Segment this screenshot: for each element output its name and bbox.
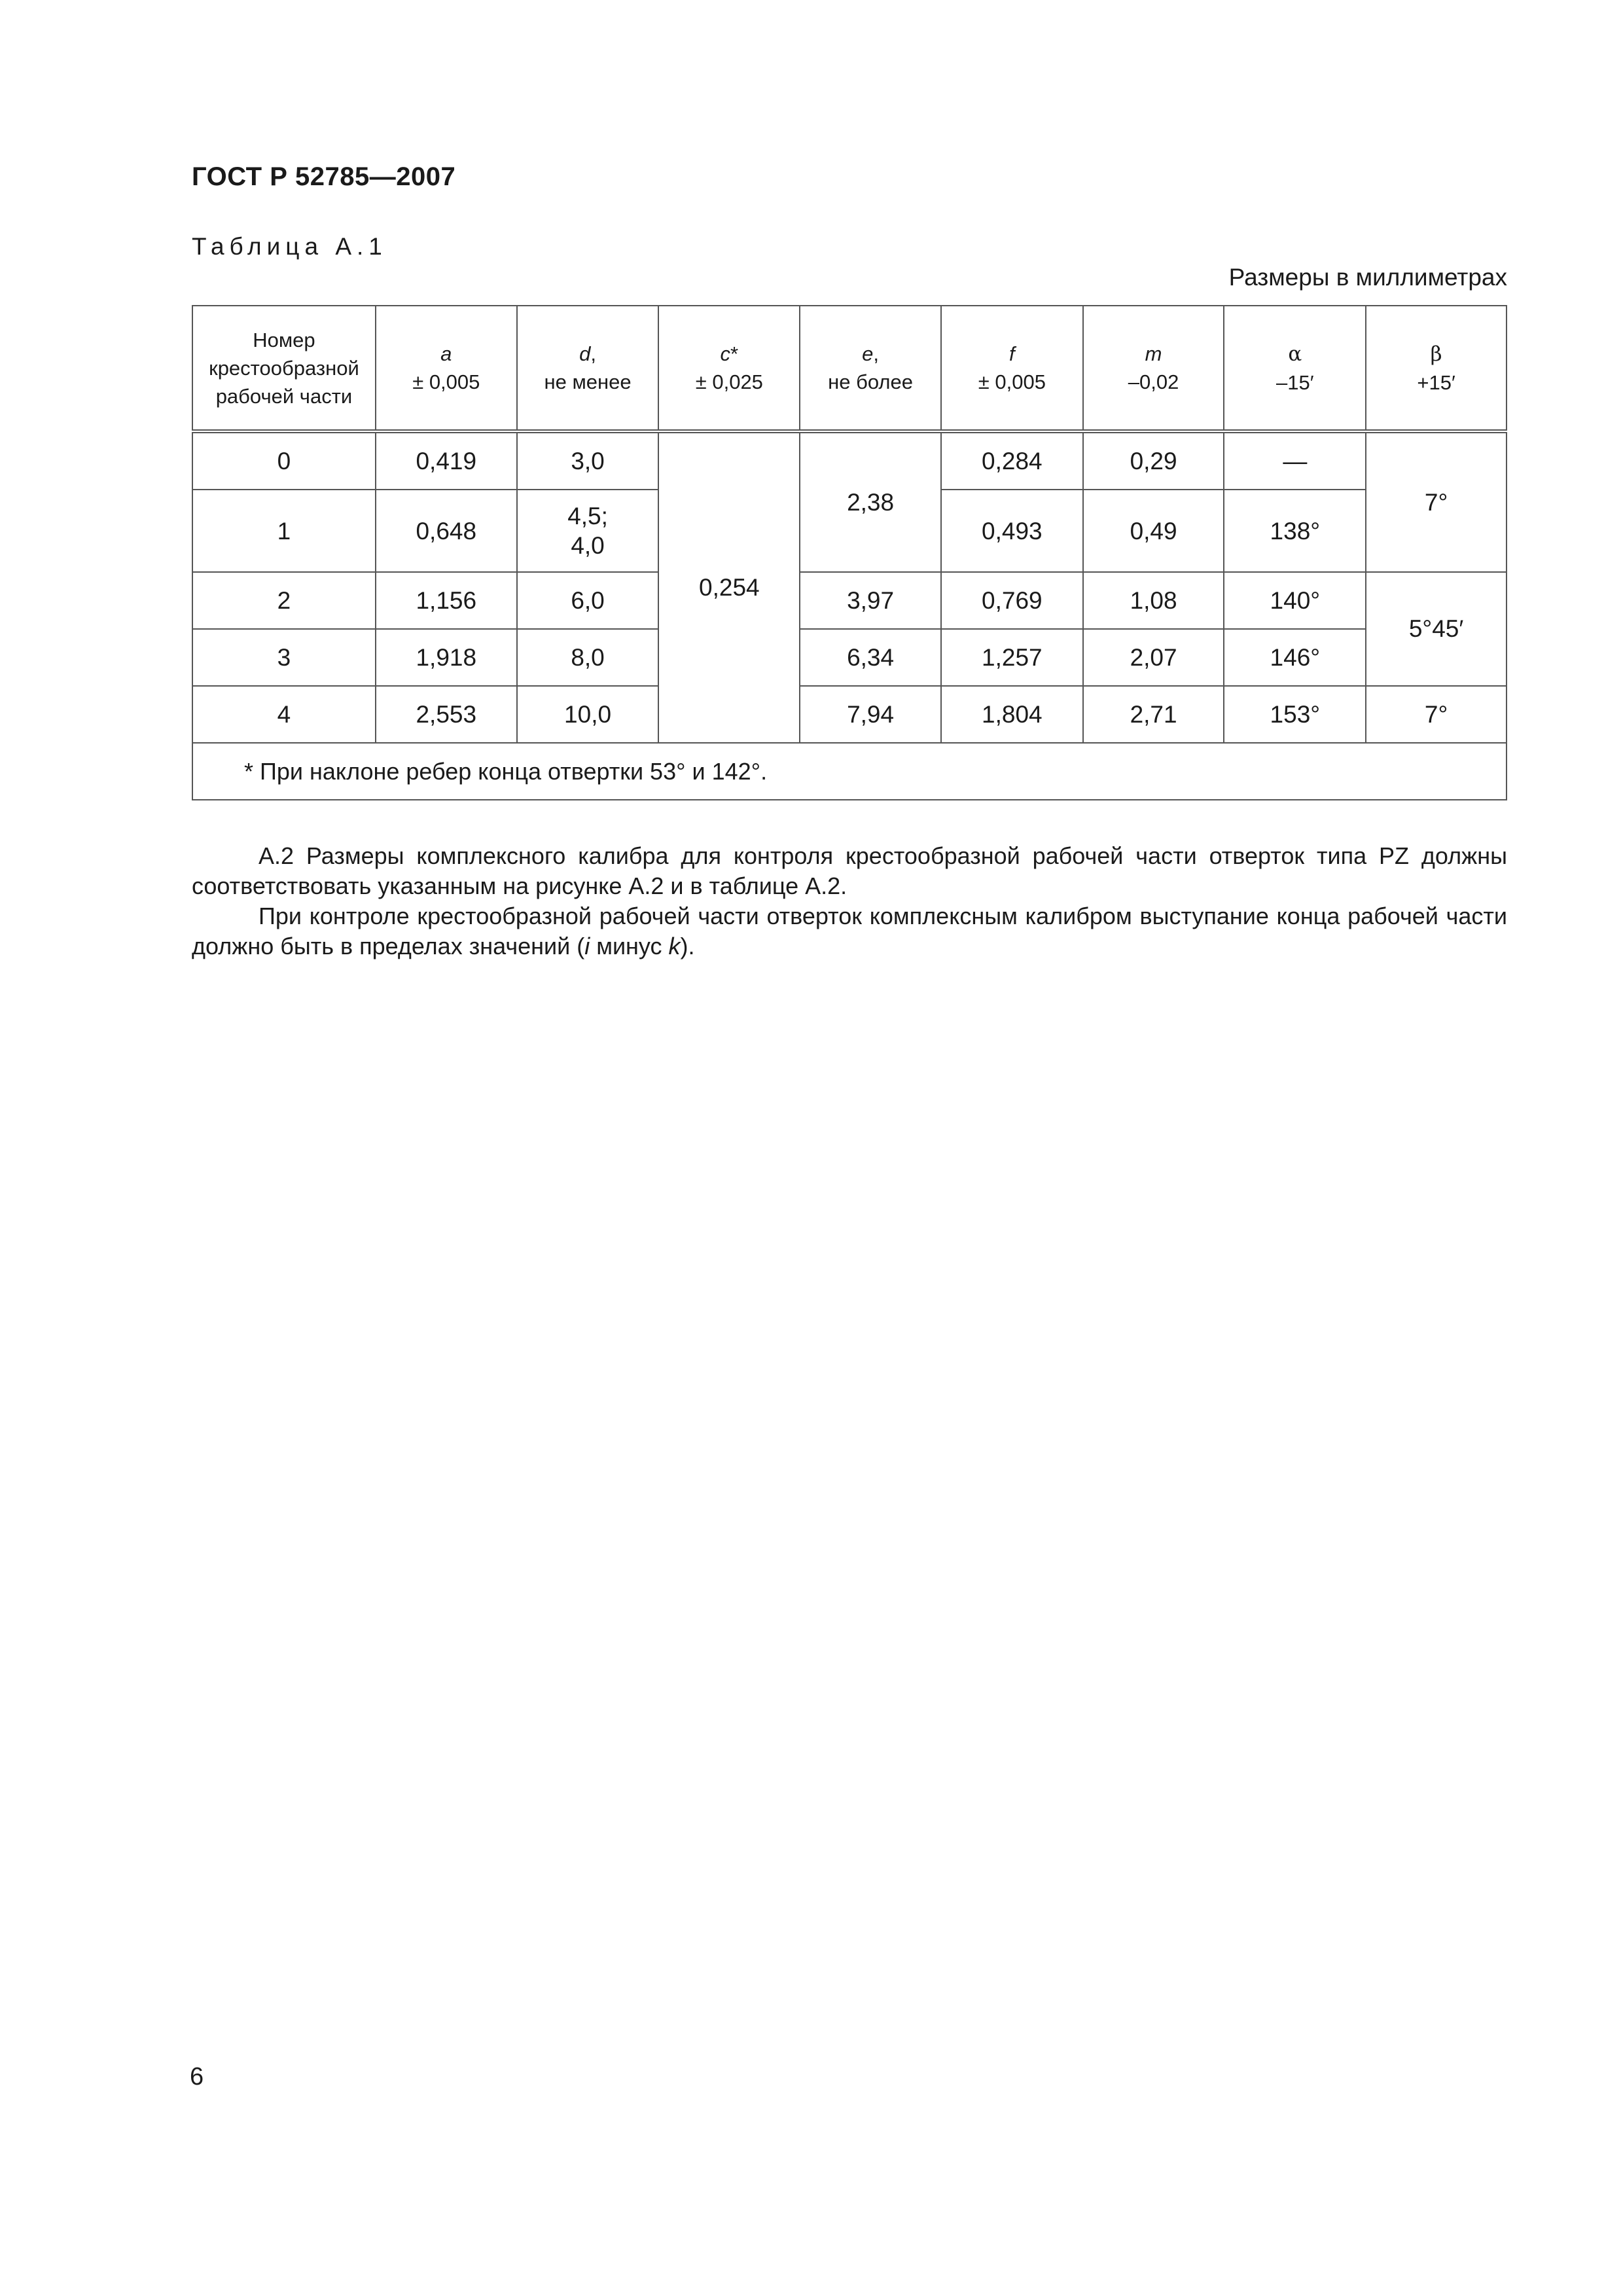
header-tolerance: ± 0,025 xyxy=(695,370,763,393)
cell-m: 1,08 xyxy=(1083,572,1224,629)
paragraph-control-text: При контроле крестообразной рабочей части отверток комплексным калибром выступание конца рабочей части должно быть в пределах значений ( xyxy=(192,903,1507,960)
header-symbol-suffix: , xyxy=(590,342,596,365)
symbol-k: k xyxy=(668,933,681,960)
cell-a: 0,648 xyxy=(376,490,517,572)
page-number: 6 xyxy=(190,2063,204,2090)
header-cell-f xyxy=(941,306,1083,431)
cell-a: 1,918 xyxy=(376,629,517,686)
header-tolerance: не более xyxy=(828,370,913,393)
cell-d-line: 4,5; xyxy=(567,503,608,529)
header-line: рабочей части xyxy=(215,384,353,408)
header-cell-m xyxy=(1083,306,1224,431)
header-symbol: e xyxy=(862,342,874,365)
cell-alpha: 138° xyxy=(1224,490,1366,572)
header-symbol: d xyxy=(579,342,591,365)
cell-e-merged: 2,38 xyxy=(800,431,941,572)
cell-d: 8,0 xyxy=(517,629,659,686)
cell-e: 3,97 xyxy=(800,572,941,629)
table-footnote: * При наклоне ребер конца отвертки 53° и 142°. xyxy=(192,743,1507,800)
header-tolerance: +15′ xyxy=(1417,370,1455,394)
table-row xyxy=(192,629,1507,686)
cell-f: 1,257 xyxy=(941,629,1083,686)
cell-c-merged: 0,254 xyxy=(658,431,800,743)
header-cell-beta xyxy=(1366,306,1507,431)
cell-number: 2 xyxy=(192,572,376,629)
header-cell-d xyxy=(517,306,659,431)
header-cell-c xyxy=(658,306,800,431)
header-symbol: c xyxy=(720,342,731,365)
table-title: Таблица А.1 xyxy=(192,233,387,260)
table-row xyxy=(192,686,1507,743)
cell-e: 7,94 xyxy=(800,686,941,743)
header-line: Номер xyxy=(253,328,315,351)
cell-number: 4 xyxy=(192,686,376,743)
header-symbol: a xyxy=(440,342,452,365)
cell-m: 2,07 xyxy=(1083,629,1224,686)
cell-d: 6,0 xyxy=(517,572,659,629)
cell-f: 0,493 xyxy=(941,490,1083,572)
header-symbol: β xyxy=(1430,342,1442,366)
paragraph-control-end: ). xyxy=(680,933,695,960)
symbol-i: i xyxy=(584,933,590,960)
header-tolerance: не менее xyxy=(544,370,632,393)
header-tolerance: –15′ xyxy=(1276,370,1314,394)
cell-alpha: 140° xyxy=(1224,572,1366,629)
cell-number: 0 xyxy=(192,431,376,490)
cell-number: 1 xyxy=(192,490,376,572)
cell-m: 0,29 xyxy=(1083,431,1224,490)
cell-f: 0,284 xyxy=(941,431,1083,490)
paragraph-control-mid: минус xyxy=(590,933,669,960)
document-header: ГОСТ Р 52785—2007 xyxy=(192,162,456,191)
cell-d: 10,0 xyxy=(517,686,659,743)
header-symbol-suffix: * xyxy=(730,342,739,365)
dimensions-table xyxy=(192,305,1507,800)
header-symbol: α xyxy=(1288,342,1302,366)
header-cell-alpha xyxy=(1224,306,1366,431)
header-tolerance: ± 0,005 xyxy=(412,370,480,393)
cell-beta-merged: 7° xyxy=(1366,431,1507,572)
header-line: крестообразной xyxy=(209,356,359,380)
units-caption: Размеры в миллиметрах xyxy=(1228,264,1507,291)
cell-alpha: 153° xyxy=(1224,686,1366,743)
paragraph-control xyxy=(192,901,1507,961)
cell-d: 3,0 xyxy=(517,431,659,490)
table-row xyxy=(192,572,1507,629)
header-symbol-suffix: , xyxy=(873,342,880,365)
header-tolerance: ± 0,005 xyxy=(978,370,1046,393)
table-row xyxy=(192,431,1507,490)
table-footnote-row xyxy=(192,743,1507,800)
cell-beta-merged: 5°45′ xyxy=(1366,572,1507,686)
cell-beta: 7° xyxy=(1366,686,1507,743)
cell-alpha: — xyxy=(1224,431,1366,490)
cell-f: 1,804 xyxy=(941,686,1083,743)
header-symbol: f xyxy=(1009,342,1015,365)
header-cell-number xyxy=(192,306,376,431)
cell-f: 0,769 xyxy=(941,572,1083,629)
paragraph-a2 xyxy=(192,841,1507,901)
cell-m: 2,71 xyxy=(1083,686,1224,743)
header-symbol: m xyxy=(1145,342,1162,365)
header-cell-e xyxy=(800,306,941,431)
cell-alpha: 146° xyxy=(1224,629,1366,686)
header-tolerance: –0,02 xyxy=(1128,370,1179,393)
cell-a: 1,156 xyxy=(376,572,517,629)
cell-m: 0,49 xyxy=(1083,490,1224,572)
cell-a: 0,419 xyxy=(376,431,517,490)
table-header-row xyxy=(192,306,1507,431)
cell-d-line: 4,0 xyxy=(571,532,605,559)
cell-number: 3 xyxy=(192,629,376,686)
header-cell-a xyxy=(376,306,517,431)
cell-a: 2,553 xyxy=(376,686,517,743)
paragraph-a2-text: А.2 Размеры комплексного калибра для контроля крестообразной рабочей части отверток типа PZ должны соответствовать указанным на рисунке А.2 и в таблице А.2. xyxy=(192,842,1507,899)
cell-d xyxy=(517,490,659,572)
cell-e: 6,34 xyxy=(800,629,941,686)
